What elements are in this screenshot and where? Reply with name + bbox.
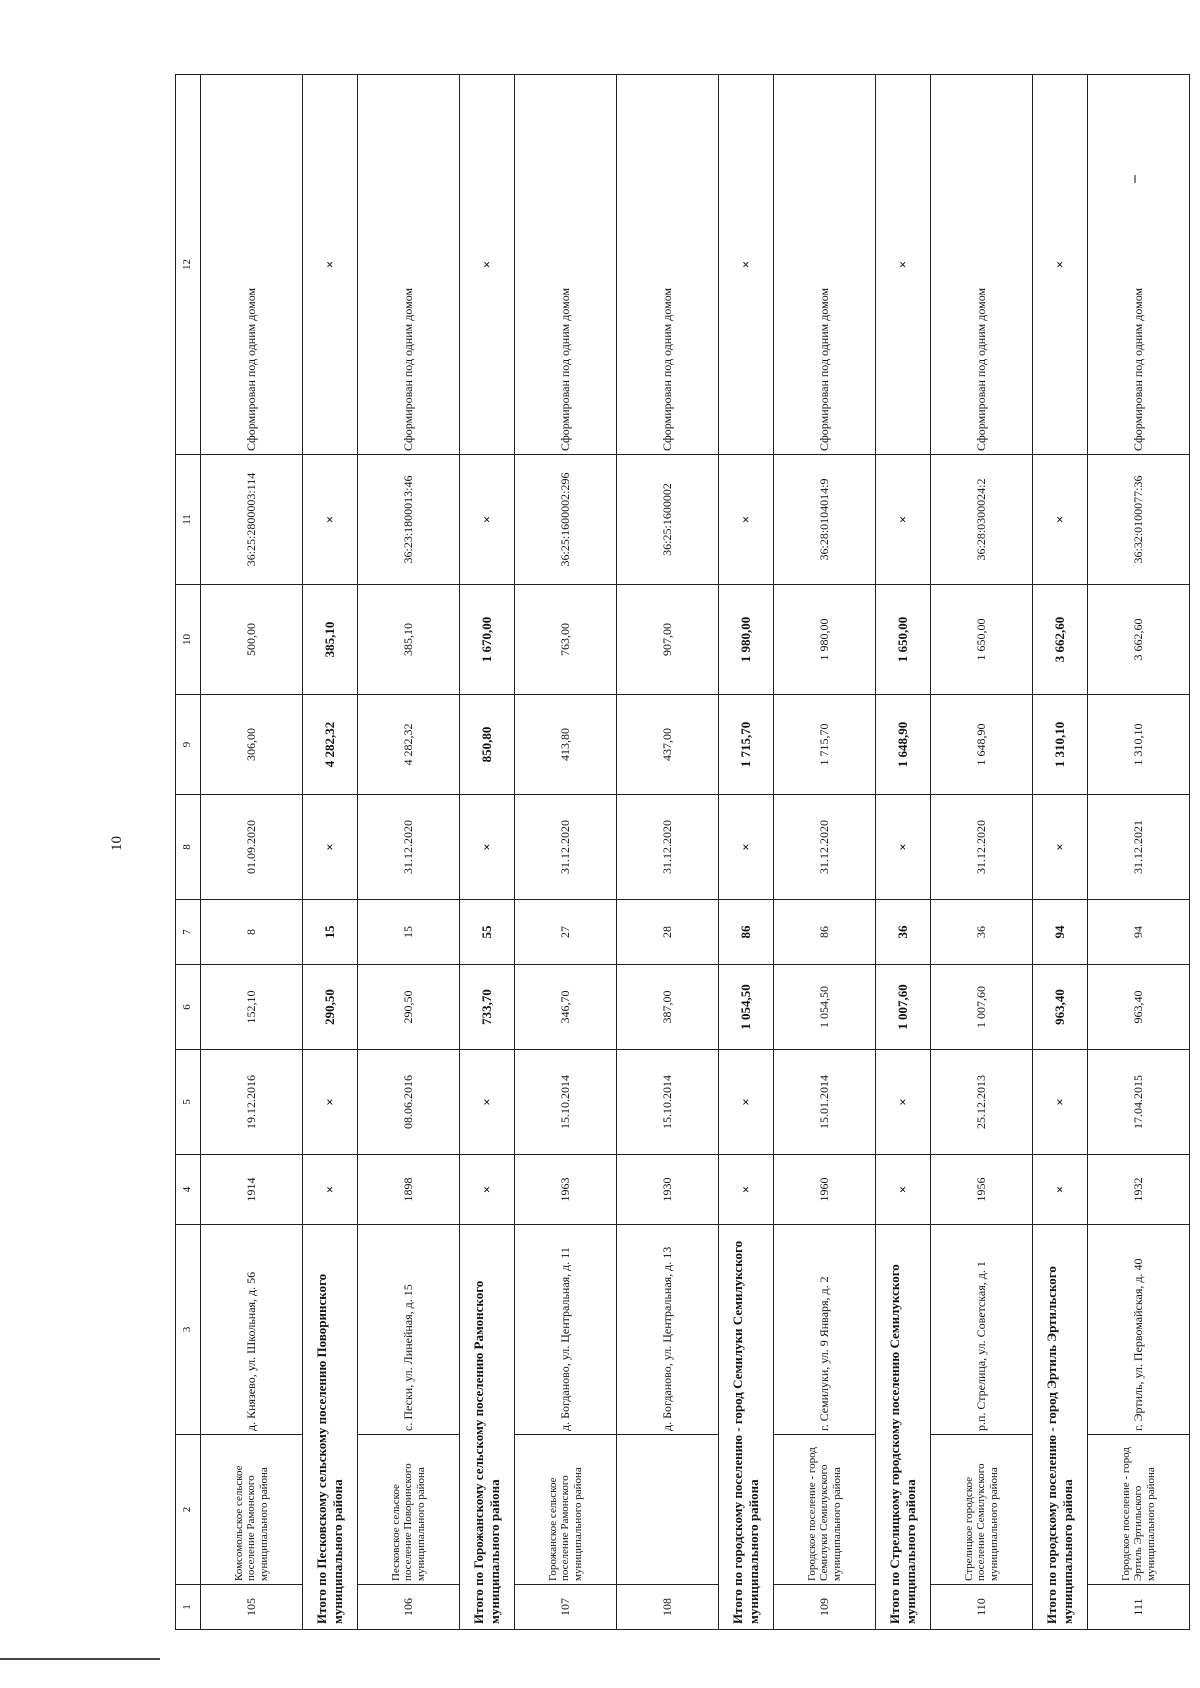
table-cell: 1930	[617, 1155, 719, 1225]
total-cell: ×	[876, 795, 931, 900]
total-cell: ×	[1033, 1155, 1088, 1225]
total-row	[1033, 75, 1088, 1630]
table-cell: 36	[931, 900, 1033, 965]
table-cell: 36:25:2800003:114	[201, 455, 303, 585]
total-cell: 1 980,00	[719, 585, 774, 695]
header-cell: 2	[176, 1435, 201, 1585]
total-cell: ×	[303, 455, 358, 585]
table-cell: 109	[774, 1585, 876, 1630]
table-cell: 500,00	[201, 585, 303, 695]
table-cell: 8	[201, 900, 303, 965]
total-cell: 15	[303, 900, 358, 965]
total-label: Итого по Стрелицкому городскому поселению Семилукского муниципального района	[876, 1225, 931, 1630]
table-cell: 1 980,00	[774, 585, 876, 695]
header-cell: 7	[176, 900, 201, 965]
table-cell: 27	[515, 900, 617, 965]
table-cell: 1 054,50	[774, 965, 876, 1050]
table-cell: 25.12.2013	[931, 1050, 1033, 1155]
table-cell: 290,50	[358, 965, 460, 1050]
total-cell: 1 007,60	[876, 965, 931, 1050]
address-cell: д. Богданово, ул. Центральная, д. 13	[617, 1225, 719, 1435]
municipality-cell	[617, 1435, 719, 1585]
table-cell: 31.12.2020	[617, 795, 719, 900]
header-cell: 8	[176, 795, 201, 900]
municipality-cell: Городское поселение - город Эртиль Эртильского муниципального района	[1088, 1435, 1190, 1585]
table-cell: 1898	[358, 1155, 460, 1225]
note-cell: Сформирован под одним домом	[774, 75, 876, 455]
table-cell: 105	[201, 1585, 303, 1630]
table-cell: 907,00	[617, 585, 719, 695]
footer-line	[0, 1658, 160, 1660]
table-cell: 86	[774, 900, 876, 965]
total-cell: 1 650,00	[876, 585, 931, 695]
table-cell: 1960	[774, 1155, 876, 1225]
table-cell: 94	[1088, 900, 1190, 965]
table-cell: 36:25:1600002	[617, 455, 719, 585]
header-cell: 6	[176, 965, 201, 1050]
table-cell: 1914	[201, 1155, 303, 1225]
table-cell: 385,10	[358, 585, 460, 695]
table-cell: 1 007,60	[931, 965, 1033, 1050]
table-body	[176, 75, 1190, 1630]
total-cell: ×	[719, 75, 774, 455]
municipality-cell: Горожанское сельское поселение Рамонского муниципального района	[515, 1435, 617, 1585]
table-row	[617, 75, 719, 1630]
header-cell: 11	[176, 455, 201, 585]
total-cell: ×	[876, 1050, 931, 1155]
table-cell: 08.06.2016	[358, 1050, 460, 1155]
page-number: 10	[109, 836, 125, 851]
total-cell: 3 662,60	[1033, 585, 1088, 695]
table-cell: 1932	[1088, 1155, 1190, 1225]
table-cell: 4 282,32	[358, 695, 460, 795]
table-cell: 28	[617, 900, 719, 965]
total-cell: 1 310,10	[1033, 695, 1088, 795]
table-cell: 387,00	[617, 965, 719, 1050]
municipality-cell: Комсомольское сельское поселение Рамонского муниципального района	[201, 1435, 303, 1585]
total-row	[303, 75, 358, 1630]
municipality-cell: Стрелицкое городское поселение Семилукского муниципального района	[931, 1435, 1033, 1585]
table-cell: 15.10.2014	[515, 1050, 617, 1155]
total-cell: ×	[303, 1050, 358, 1155]
total-cell: ×	[719, 1155, 774, 1225]
table-row	[931, 75, 1033, 1630]
total-cell: ×	[303, 795, 358, 900]
total-cell: 1 670,00	[460, 585, 515, 695]
table-cell: 110	[931, 1585, 1033, 1630]
header-cell: 12	[176, 75, 201, 455]
total-cell: 963,40	[1033, 965, 1088, 1050]
total-cell: 385,10	[303, 585, 358, 695]
table-row	[201, 75, 303, 1630]
table-cell: 1956	[931, 1155, 1033, 1225]
total-cell: ×	[719, 455, 774, 585]
total-cell: 733,70	[460, 965, 515, 1050]
table-cell: 36:28:0300024:2	[931, 455, 1033, 585]
total-label: Итого по Песковскому сельскому поселению Поворинского муниципального района	[303, 1225, 358, 1630]
total-cell: ×	[719, 795, 774, 900]
table-cell: 963,40	[1088, 965, 1190, 1050]
total-row	[876, 75, 931, 1630]
total-cell: ×	[303, 75, 358, 455]
table-cell: 108	[617, 1585, 719, 1630]
header-cell: 5	[176, 1050, 201, 1155]
total-cell: ×	[303, 1155, 358, 1225]
table-cell: 107	[515, 1585, 617, 1630]
table-cell: 15.01.2014	[774, 1050, 876, 1155]
header-row	[176, 75, 201, 1630]
total-cell: 55	[460, 900, 515, 965]
total-cell: ×	[1033, 1050, 1088, 1155]
address-cell: р.п. Стрелица, ул. Советская, д. 1	[931, 1225, 1033, 1435]
table-cell: 31.12.2020	[358, 795, 460, 900]
address-cell: д. Князево, ул. Школьная, д. 56	[201, 1225, 303, 1435]
table-cell: 31.12.2020	[774, 795, 876, 900]
total-cell: 1 054,50	[719, 965, 774, 1050]
table-cell: 111	[1088, 1585, 1190, 1630]
total-cell: 36	[876, 900, 931, 965]
table-cell: 763,00	[515, 585, 617, 695]
housing-table	[175, 74, 1190, 1630]
note-cell: Сформирован под одним домом	[358, 75, 460, 455]
total-cell: ×	[460, 75, 515, 455]
total-cell: ×	[719, 1050, 774, 1155]
table-cell: 1 650,00	[931, 585, 1033, 695]
address-cell: г. Семилуки, ул. 9 Января, д. 2	[774, 1225, 876, 1435]
table-cell: 437,00	[617, 695, 719, 795]
table-row	[774, 75, 876, 1630]
header-cell: 9	[176, 695, 201, 795]
table-cell: 17.04.2015	[1088, 1050, 1190, 1155]
municipality-cell: Городское поселение - город Семилуки Семилукского муниципального района	[774, 1435, 876, 1585]
note-cell: Сформирован под одним домом	[1088, 75, 1190, 455]
table-cell: 1 715,70	[774, 695, 876, 795]
header-cell: 3	[176, 1225, 201, 1435]
table-cell: 15	[358, 900, 460, 965]
total-cell: ×	[1033, 455, 1088, 585]
total-cell: 94	[1033, 900, 1088, 965]
table-row	[1088, 75, 1190, 1630]
table-cell: 36:23:1800013:46	[358, 455, 460, 585]
table-cell: 31.12.2020	[931, 795, 1033, 900]
address-cell: д. Богданово, ул. Центральная, д. 11	[515, 1225, 617, 1435]
total-cell: ×	[876, 455, 931, 585]
total-cell: ×	[460, 1155, 515, 1225]
total-cell: ×	[460, 455, 515, 585]
total-cell: 1 715,70	[719, 695, 774, 795]
total-cell: ×	[876, 75, 931, 455]
total-cell: 86	[719, 900, 774, 965]
table-cell: 36:28:0104014:9	[774, 455, 876, 585]
total-cell: ×	[1033, 75, 1088, 455]
rotated-table-wrapper	[175, 75, 1185, 1630]
table-cell: 1 310,10	[1088, 695, 1190, 795]
total-cell: ×	[1033, 795, 1088, 900]
table-row	[515, 75, 617, 1630]
table-cell: 31.12.2020	[515, 795, 617, 900]
table-cell: 15.10.2014	[617, 1050, 719, 1155]
table-cell: 19.12.2016	[201, 1050, 303, 1155]
table-row	[358, 75, 460, 1630]
total-label: Итого по городскому поселению - город Эртиль Эртильского муниципального района	[1033, 1225, 1088, 1630]
table-cell: 106	[358, 1585, 460, 1630]
table-cell: 36:32:0100077:36	[1088, 455, 1190, 585]
table-cell: 1963	[515, 1155, 617, 1225]
table-cell: 1 648,90	[931, 695, 1033, 795]
table-cell: 152,10	[201, 965, 303, 1050]
total-cell: 290,50	[303, 965, 358, 1050]
total-cell: 1 648,90	[876, 695, 931, 795]
table-cell: 3 662,60	[1088, 585, 1190, 695]
header-cell: 4	[176, 1155, 201, 1225]
table-cell: 36:25:1600002:296	[515, 455, 617, 585]
municipality-cell: Песковское сельское поселение Поворинского муниципального района	[358, 1435, 460, 1585]
header-cell: 1	[176, 1585, 201, 1630]
header-cell: 10	[176, 585, 201, 695]
address-cell: с. Пески, ул. Линейная, д. 15	[358, 1225, 460, 1435]
table-cell: 346,70	[515, 965, 617, 1050]
table-cell: 306,00	[201, 695, 303, 795]
total-cell: ×	[460, 795, 515, 900]
note-cell: Сформирован под одним домом	[515, 75, 617, 455]
total-cell: 4 282,32	[303, 695, 358, 795]
total-cell: 850,80	[460, 695, 515, 795]
total-label: Итого по Горожанскому сельскому поселению Рамонского муниципального района	[460, 1225, 515, 1630]
note-cell: Сформирован под одним домом	[201, 75, 303, 455]
note-cell: Сформирован под одним домом	[931, 75, 1033, 455]
note-cell: Сформирован под одним домом	[617, 75, 719, 455]
address-cell: г. Эртиль, ул. Первомайская, д. 40	[1088, 1225, 1190, 1435]
table-cell: 413,80	[515, 695, 617, 795]
table-cell: 31.12.2021	[1088, 795, 1190, 900]
table-cell: 01.09.2020	[201, 795, 303, 900]
total-label: Итого по городскому поселению - город Семилуки Семилукского муниципального района	[719, 1225, 774, 1630]
total-row	[460, 75, 515, 1630]
total-row	[719, 75, 774, 1630]
total-cell: ×	[876, 1155, 931, 1225]
total-cell: ×	[460, 1050, 515, 1155]
